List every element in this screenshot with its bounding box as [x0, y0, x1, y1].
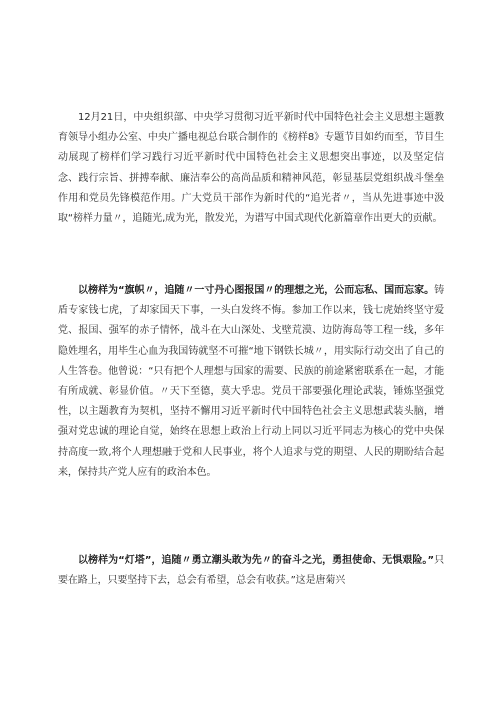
paragraph-body: 铸盾专家钱七虎，了却家国天下事，一头白发终不悔。参加工作以来，钱七虎始终坚守爱党、报国、强军的赤子情怀，战斗在大山深处、戈壁荒漠、边防海岛等工程一线，多年隐姓埋名，用毕生心血为我国铸就坚不可摧“地下钢铁长城〃，用实际行动交出了自己的人生答卷。他曾说：“只有把个人理想与国家的需要、民族的前途紧密联系在一起，才能有所成就、彰显价值。〃天下至德，莫大乎忠。党员干部要强化理论武装，锤炼坚强党性，以主题教育为契机，坚持不懈用习近平新时代中国特色社会主义思想武装头脑，增强对党忠诚的理论自觉，始终在思想上政治上行动上同以习近平同志为核心的党中央保持高度一致,将个人理想融于党和人民事业，将个人追求与党的期望、人民的期盼结合起来，保持共产党人应有的政治本色。: [58, 285, 444, 478]
paragraph-flag: [58, 281, 444, 483]
paragraph-lead-heading: 以榜样为“旗帜〃，追随〃一寸丹心图报国〃的理想之光，公而忘私、国而忘家。: [78, 285, 435, 296]
paragraph-intro: [58, 108, 444, 229]
paragraph-body: 12月21日，中央组织部、中央学习贯彻习近平新时代中国特色社会主义思想主题教育领导小组办公室、中央广播电视总台联合制作的《榜样8》专题节目如约而至，节目生动展现了榜样们学习践行习近平新时代中国特色社会主义思想突出事迹，以及坚定信念、践行宗旨、拼搏奉献、廉洁奉公的高尚品质和精神风范，彰显基层党组织战斗堡垒作用和党员先锋模范作用。广大党员干部作为新时代的“追光者〃，当从先进事迹中汲取“榜样力量〃，追随光,成为光，散发光，为谱写中国式现代化新篇章作出更大的贡献。: [58, 112, 444, 225]
paragraph-lead-heading: 以榜样为“灯塔”，追随〃勇立潮头敢为先〃的奋斗之光，勇担使命、无惧艰险。”: [78, 555, 434, 566]
paragraph-body: 只要在路上，只要坚持下去，总会有希望，总会有收获。”这是唐菊兴: [58, 555, 444, 587]
paragraph-lighthouse: [58, 551, 444, 591]
